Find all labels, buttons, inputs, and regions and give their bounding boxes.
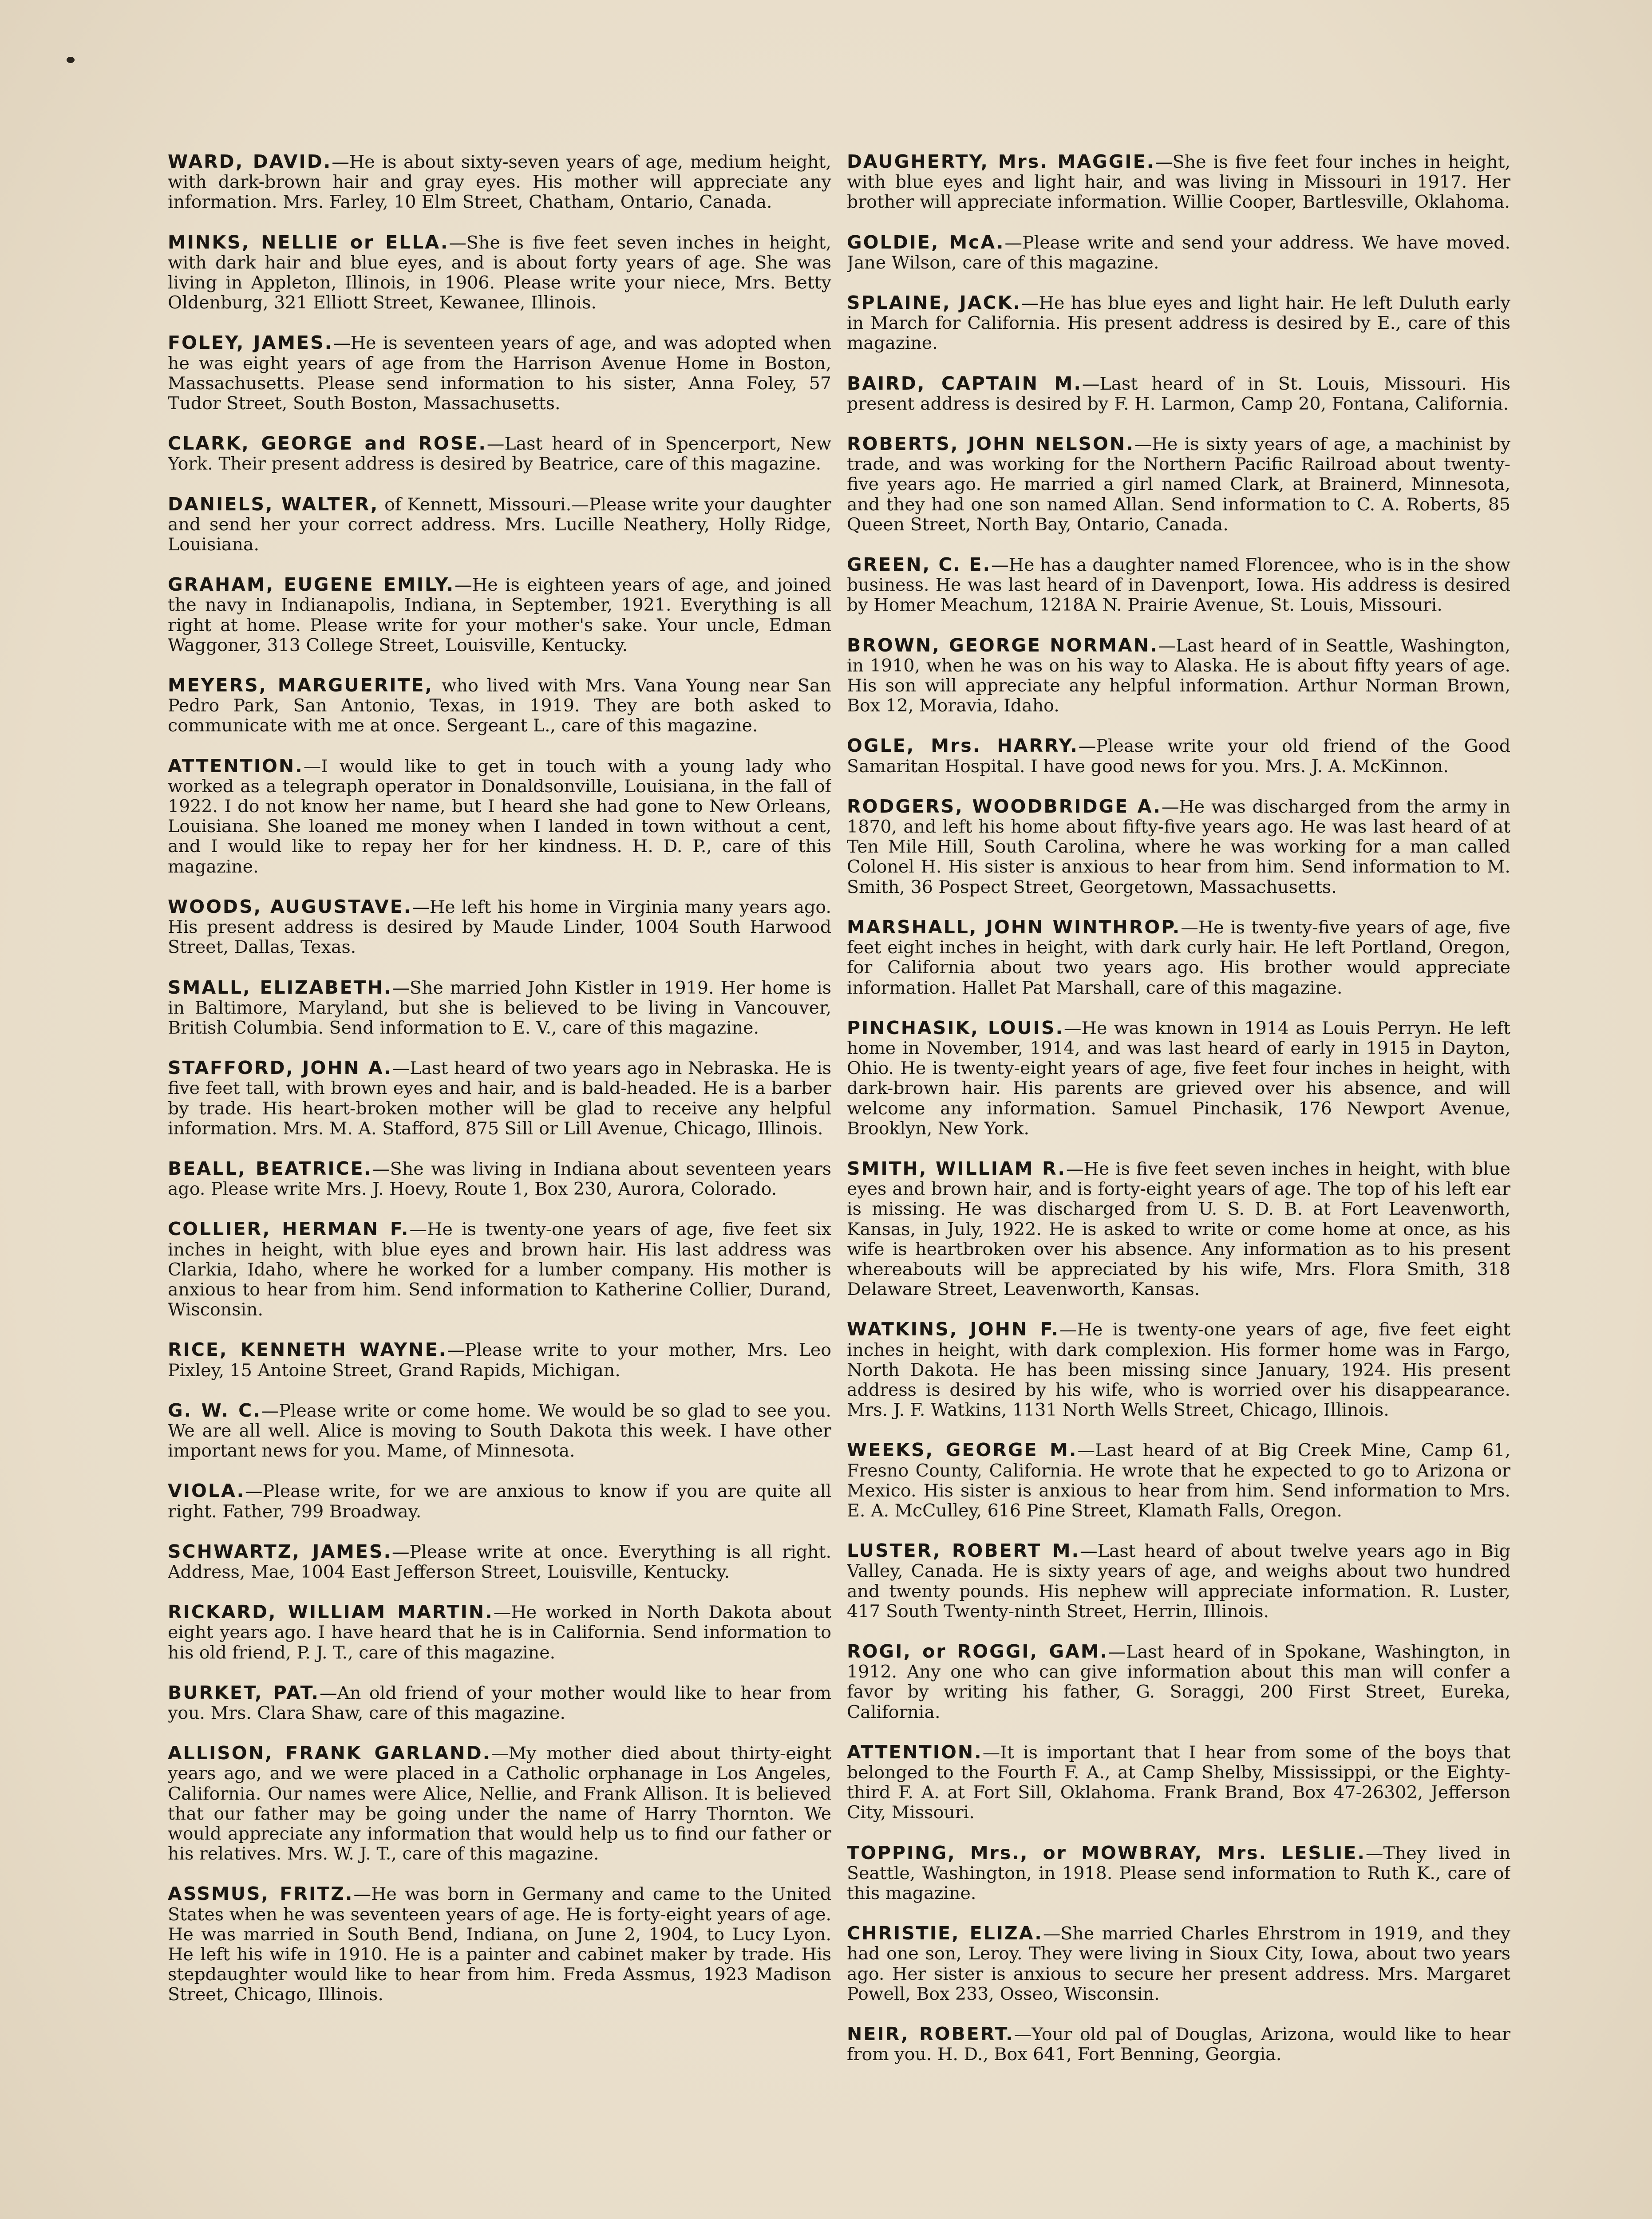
notice-entry (168, 1219, 831, 1320)
notice-name: TOPPING, Mrs., or MOWBRAY, Mrs. LESLIE. (847, 1842, 1366, 1864)
notice-text: —They lived in Seattle, Washington, in 1918. Please send information to Ruth K., care of this magazine. (847, 1843, 1510, 1904)
notice-name: GREEN, C. E. (847, 554, 992, 576)
notice-entry (168, 978, 831, 1038)
notice-name: STAFFORD, JOHN A. (168, 1057, 392, 1079)
notice-name: BROWN, GEORGE NORMAN. (847, 634, 1158, 656)
notice-entry (168, 1542, 831, 1582)
notice-name: ASSMUS, FRITZ. (168, 1883, 354, 1905)
notice-text: —Last heard of in Spencerport, New York. Their present address is desired by Beatrice, care of this magazine. (168, 434, 831, 474)
notice-entry (847, 797, 1510, 897)
notice-entry (168, 333, 831, 414)
notice-name: GRAHAM, EUGENE EMILY. (168, 574, 455, 596)
right-column (847, 152, 1510, 2219)
notice-name: BAIRD, CAPTAIN M. (847, 372, 1082, 394)
notice-name: MINKS, NELLIE or ELLA. (168, 231, 449, 253)
notice-name: RICKARD, WILLIAM MARTIN. (168, 1601, 494, 1623)
notice-name: FOLEY, JAMES. (168, 332, 333, 354)
notice-name: CLARK, GEORGE and ROSE. (168, 433, 487, 454)
notice-entry (168, 233, 831, 313)
notice-name: SMITH, WILLIAM R. (847, 1157, 1066, 1179)
notice-text: —He was known in 1914 as Louis Perryn. He left home in November, 1914, and was last heard of early in 1915 in Dayton, Ohio. He is twenty-eight years of age, five feet four inches in height, with dark-brown hair. His parents are grieved over his absence, and will welcome any information. Samuel Pinchasik, 176 Newport Avenue, Brooklyn, New York. (847, 1018, 1510, 1139)
notice-name: MEYERS, MARGUERITE, (168, 675, 434, 696)
notice-entry (847, 736, 1510, 776)
notice-entry (847, 2024, 1510, 2065)
notice-entry (168, 152, 831, 213)
notice-text: —He is about sixty-seven years of age, medium height, with dark-brown hair and gray eyes. His mother will appreciate any information. Mrs. Farley, 10 Elm Street, Chatham, Ontario, Canada. (168, 152, 831, 213)
notice-name: OGLE, Mrs. HARRY. (847, 735, 1079, 757)
notice-entry (847, 917, 1510, 998)
left-column (168, 152, 831, 2219)
notice-name: ATTENTION. (168, 755, 304, 777)
notice-entry (847, 1541, 1510, 1622)
notice-text: —He is seventeen years of age, and was adopted when he was eight years of age from the Harrison Avenue Home in Boston, Massachusetts. Please send information to his sister, Anna Foley, 57 Tudor Street, South Boston, Massachusetts. (168, 333, 831, 414)
notice-name: SCHWARTZ, JAMES. (168, 1540, 392, 1562)
notice-entry (847, 636, 1510, 716)
notice-name: CHRISTIE, ELIZA. (847, 1923, 1043, 1944)
notice-text: —I would like to get in touch with a young lady who worked as a telegraph operator in Donaldsonville, Louisiana, in the fall of 1922. I do not know her name, but I heard she had gone to New Orleans, Louisiana. She loaned me money when I landed in town without a cent, and I would like to repay her for her kindness. H. D. P., care of this magazine. (168, 756, 831, 877)
notice-entry (847, 152, 1510, 213)
notice-text: of Kennett, Missouri.—Please write your daughter and send her your correct address. Mrs. Lucille Neathery, Holly Ridge, Louisiana. (168, 494, 831, 555)
notice-text: —Last heard of at Big Creek Mine, Camp 61, Fresno County, California. He wrote that he expected to go to Arizona or Mexico. His sister is anxious to hear from him. Send information to Mrs. E. A. McCulley, 616 Pine Street, Klamath Falls, Oregon. (847, 1440, 1510, 1521)
notice-text: —It is important that I hear from some of the boys that belonged to the Fourth F. A., at Camp Shelby, Mississippi, or the Eighty-third F. A. at Fort Sill, Oklahoma. Frank Brand, Box 47-26302, Jefferson City, Missouri. (847, 1742, 1510, 1823)
notice-text: —Last heard of about twelve years ago in Big Valley, Canada. He is sixty years of age, and weighs about two hundred and twenty pounds. His nephew will appreciate information. R. Luster, 417 South Twenty-ninth Street, Herrin, Illinois. (847, 1541, 1510, 1622)
notice-entry (168, 434, 831, 474)
notice-name: WEEKS, GEORGE M. (847, 1439, 1078, 1461)
notice-entry (168, 756, 831, 877)
notice-text: —Last heard of in Spokane, Washington, in 1912. Any one who can give information about this man will confer a favor by writing his father, G. Soraggi, 200 First Street, Eureka, California. (847, 1641, 1510, 1722)
notice-entry (168, 675, 831, 736)
notice-name: MARSHALL, JOHN WINTHROP. (847, 916, 1181, 938)
notice-name: DANIELS, WALTER, (168, 493, 379, 515)
notice-entry (847, 374, 1510, 414)
notice-entry (847, 1159, 1510, 1299)
notice-entry (168, 1683, 831, 1723)
ink-speck (67, 57, 75, 63)
notice-name: BEALL, BEATRICE. (168, 1157, 373, 1179)
notice-text: —My mother died about thirty-eight years ago, and we were placed in a Catholic orphanage in Los Angeles, California. Our names were Alice, Nellie, and Frank Allison. It is believed that our father may be going under the name of Harry Thornton. We would appreciate any information that would help us to find our father or his relatives. Mrs. W. J. T., care of this magazine. (168, 1743, 831, 1864)
notice-text: —He is five feet seven inches in height, with blue eyes and brown hair, and is forty-eight years of age. The top of his left ear is missing. He was discharged from U. S. D. B. at Fort Leavenworth, Kansas, in July, 1922. He is asked to write or come home at once, as his wife is heartbroken over his absence. Any information as to his present whereabouts will be appreciated by his wife, Mrs. Flora Smith, 318 Delaware Street, Leavenworth, Kansas. (847, 1158, 1510, 1300)
notice-name: WOODS, AUGUSTAVE. (168, 896, 412, 917)
notice-entry (847, 293, 1510, 354)
notice-name: DAUGHERTY, Mrs. MAGGIE. (847, 152, 1155, 172)
notice-name: NEIR, ROBERT. (847, 2023, 1014, 2045)
notice-name: ATTENTION. (847, 1741, 983, 1763)
notice-text: —Last heard of in Seattle, Washington, in 1910, when he was on his way to Alaska. He is about fifty years of age. His son will appreciate any helpful information. Arthur Norman Brown, Box 12, Moravia, Idaho. (847, 635, 1510, 716)
notice-name: ROBERTS, JOHN NELSON. (847, 433, 1134, 455)
notice-text: —She is five feet seven inches in height, with dark hair and blue eyes, and is about forty years of age. She was living in Appleton, Illinois, in 1906. Please write your niece, Mrs. Betty Oldenburg, 321 Elliott Street, Kewanee, Illinois. (168, 232, 831, 313)
notice-entry (168, 1602, 831, 1663)
notice-text: —He has a daughter named Florencee, who is in the show business. He was last heard of in Davenport, Iowa. His address is desired by Homer Meachum, 1218A N. Prairie Avenue, St. Louis, Missouri. (847, 555, 1510, 616)
notice-name: GOLDIE, McA. (847, 231, 1005, 253)
notice-name: PINCHASIK, LOUIS. (847, 1017, 1064, 1038)
notice-name: G. W. C. (168, 1399, 261, 1421)
notice-entry (847, 1742, 1510, 1823)
notice-entry (168, 1058, 831, 1139)
notice-entry (168, 1743, 831, 1864)
notice-text: —He is eighteen years of age, and joined the navy in Indianapolis, Indiana, in September, 1921. Everything is all right at home. Please write for your mother's sake. Your uncle, Edman Waggoner, 313 College Street, Louisville, Kentucky. (168, 575, 831, 655)
notice-name: RODGERS, WOODBRIDGE A. (847, 795, 1162, 817)
notice-text: —He is twenty-one years of age, five feet eight inches in height, with dark complexion. His former home was in Fargo, North Dakota. He has been missing since January, 1924. His present address is desired by his wife, who is worried over his disappearance. Mrs. J. F. Watkins, 1131 North Wells Street, Chicago, Illinois. (847, 1319, 1510, 1421)
notice-text: —An old friend of your mother would like to hear from you. Mrs. Clara Shaw, care of this magazine. (168, 1682, 831, 1723)
notice-text: —He worked in North Dakota about eight years ago. I have heard that he is in California. Send information to his old friend, P. J. T., care of this magazine. (168, 1602, 831, 1663)
notice-text: —She was living in Indiana about seventeen years ago. Please write Mrs. J. Hoevy, Route 1, Box 230, Aurora, Colorado. (168, 1158, 831, 1200)
notice-text: —He was born in Germany and came to the United States when he was seventeen years of age. He is forty-eight years of age. He was married in South Bend, Indiana, on June 2, 1904, to Lucy Lyon. He left his wife in 1910. He is a painter and cabinet maker by trade. His stepdaughter would like to hear from him. Freda Assmus, 1923 Madison Street, Chicago, Illinois. (168, 1884, 831, 2005)
notice-text: —Your old pal of Douglas, Arizona, would like to hear from you. H. D., Box 641, Fort Benning, Georgia. (847, 2024, 1510, 2065)
notice-name: COLLIER, HERMAN F. (168, 1218, 410, 1240)
notice-entry (847, 1018, 1510, 1139)
notice-entry (847, 1843, 1510, 1904)
notice-text: —She is five feet four inches in height, with blue eyes and light hair, and was living in Missouri in 1917. Her brother will appreciate information. Willie Cooper, Bartlesville, Oklahoma. (847, 152, 1510, 213)
notice-entry (847, 1642, 1510, 1722)
notice-text: —He is twenty-one years of age, five feet six inches in height, with blue eyes and brown hair. His last address was Clarkia, Idaho, where he worked for a lumber company. His mother is anxious to hear from him. Send information to Katherine Collier, Durand, Wisconsin. (168, 1219, 831, 1320)
notice-text: —Last heard of in St. Louis, Missouri. His present address is desired by F. H. Larmon, Camp 20, Fontana, California. (847, 373, 1510, 414)
notice-entry (168, 897, 831, 958)
notice-text: —He left his home in Virginia many years ago. His present address is desired by Maude Linder, 1004 South Harwood Street, Dallas, Texas. (168, 896, 831, 958)
notice-text: —Last heard of two years ago in Nebraska. He is five feet tall, with brown eyes and hair, and is bald-headed. He is a barber by trade. His heart-broken mother will be glad to receive any helpful information. Mrs. M. A. Stafford, 875 Sill or Lill Avenue, Chicago, Illinois. (168, 1058, 831, 1139)
notice-entry (847, 1440, 1510, 1521)
notice-entry (168, 1340, 831, 1380)
notice-name: BURKET, PAT. (168, 1682, 320, 1703)
notice-name: WARD, DAVID. (168, 152, 332, 172)
notice-text: —He was discharged from the army in 1870, and left his home about fifty-five years ago. He was last heard of at Ten Mile Hill, South Carolina, where he was working for a man called Colonel H. His sister is anxious to hear from him. Send information to M. Smith, 36 Pospect Street, Georgetown, Massachusetts. (847, 796, 1510, 897)
notice-text: —He has blue eyes and light hair. He left Duluth early in March for California. His present address is desired by E., care of this magazine. (847, 293, 1510, 354)
notice-entry (168, 575, 831, 655)
notice-entry (847, 555, 1510, 616)
notice-text: —She married Charles Ehrstrom in 1919, and they had one son, Leroy. They were living in Sioux City, Iowa, about two years ago. Her sister is anxious to secure her present address. Mrs. Margaret Powell, Box 233, Osseo, Wisconsin. (847, 1923, 1510, 2004)
notice-name: SPLAINE, JACK. (847, 292, 1022, 314)
notice-name: ROGI, or ROGGI, GAM. (847, 1640, 1109, 1662)
notice-name: VIOLA. (168, 1480, 245, 1502)
notice-name: RICE, KENNETH WAYNE. (168, 1339, 447, 1361)
notice-name: LUSTER, ROBERT M. (847, 1540, 1080, 1562)
notice-text: —Please write at once. Everything is all right. Address, Mae, 1004 East Jefferson Street, Louisville, Kentucky. (168, 1541, 831, 1582)
notice-entry (847, 1319, 1510, 1420)
notice-name: ALLISON, FRANK GARLAND. (168, 1742, 491, 1764)
notice-entry (168, 1401, 831, 1461)
notice-text: —Please write, for we are anxious to know if you are quite all right. Father, 799 Broadway. (168, 1481, 831, 1522)
notice-name: SMALL, ELIZABETH. (168, 976, 392, 998)
notice-text: —He is sixty years of age, a machinist by trade, and was working for the Northern Pacific Railroad about twenty-five years ago. He married a girl named Clark, at Brainerd, Minnesota, and they had one son named Allan. Send information to C. A. Roberts, 85 Queen Street, North Bay, Ontario, Canada. (847, 434, 1510, 535)
notice-text: —She married John Kistler in 1919. Her home is in Baltimore, Maryland, but she is believed to be living in Vancouver, British Columbia. Send information to E. V., care of this magazine. (168, 977, 831, 1038)
notice-entry (168, 494, 831, 555)
notice-text: —Please write your old friend of the Good Samaritan Hospital. I have good news for you. Mrs. J. A. McKinnon. (847, 736, 1510, 777)
notice-entry (847, 233, 1510, 273)
notice-text: who lived with Mrs. Vana Young near San Pedro Park, San Antonio, Texas, in 1919. They are both asked to communicate with me at once. Sergeant L., care of this magazine. (168, 675, 831, 736)
notice-entry (847, 1923, 1510, 2004)
notice-text: —Please write and send your address. We have moved. Jane Wilson, care of this magazine. (847, 232, 1510, 273)
notice-text: —Please write to your mother, Mrs. Leo Pixley, 15 Antoine Street, Grand Rapids, Michigan. (168, 1340, 831, 1381)
notice-name: WATKINS, JOHN F. (847, 1319, 1059, 1340)
notice-text: —Please write or come home. We would be so glad to see you. We are all well. Alice is moving to South Dakota this week. I have other important news for you. Mame, of Minnesota. (168, 1400, 831, 1461)
notice-entry (847, 434, 1510, 535)
notice-entry (168, 1481, 831, 1521)
notice-entry (168, 1884, 831, 2005)
notice-text: —He is twenty-five years of age, five feet eight inches in height, with dark curly hair. He left Portland, Oregon, for California about two years ago. His brother would appreciate information. Hallet Pat Marshall, care of this magazine. (847, 917, 1510, 998)
notice-entry (168, 1159, 831, 1199)
